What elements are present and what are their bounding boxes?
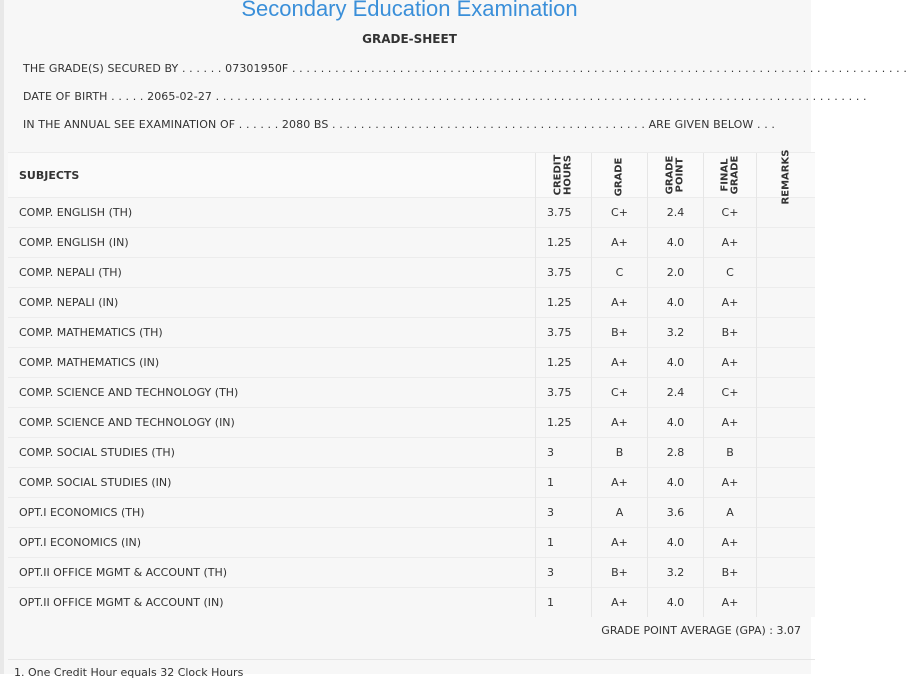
remarks-cell <box>757 288 816 318</box>
header-remarks-label: REMARKS <box>780 149 791 204</box>
grade-rows <box>8 198 815 618</box>
grade-cell: C+ <box>592 378 648 408</box>
gpa-label: GRADE POINT AVERAGE (GPA) : <box>601 624 773 637</box>
grade-cell: A+ <box>592 528 648 558</box>
footer-divider <box>8 659 815 660</box>
dot-leader: . . . . . . <box>235 118 282 131</box>
header-grade-point-label: GRADE POINT <box>664 155 686 195</box>
grade-cell: A+ <box>592 468 648 498</box>
subject-cell: OPT.II OFFICE MGMT & ACCOUNT (IN) <box>8 588 536 618</box>
grade-point-cell: 2.4 <box>648 198 704 228</box>
gpa-summary <box>601 624 801 637</box>
remarks-cell <box>757 438 816 468</box>
grade-point-cell: 4.0 <box>648 588 704 618</box>
dob-line <box>23 90 867 103</box>
remarks-cell <box>757 498 816 528</box>
grade-cell: A+ <box>592 288 648 318</box>
final-grade-cell: A <box>704 498 757 528</box>
dot-leader: . . . . . . <box>178 62 226 75</box>
table-row <box>8 498 815 528</box>
exam-suffix: ARE GIVEN BELOW <box>648 118 754 131</box>
remarks-cell <box>757 558 816 588</box>
subject-cell: COMP. SCIENCE AND TECHNOLOGY (TH) <box>8 378 536 408</box>
credit-hours-cell: 1.25 <box>536 348 592 378</box>
grade-point-cell: 4.0 <box>648 288 704 318</box>
grade-point-cell: 3.2 <box>648 558 704 588</box>
subject-cell: COMP. ENGLISH (IN) <box>8 228 536 258</box>
subject-cell: COMP. MATHEMATICS (IN) <box>8 348 536 378</box>
remarks-cell <box>757 408 816 438</box>
remarks-cell <box>757 588 816 618</box>
table-row <box>8 408 815 438</box>
grade-point-cell: 4.0 <box>648 408 704 438</box>
dot-leader: . . . . . . . . . . . . . . . . . . . . . . . . . . . . . . . . . . . . . . . . . . . . . . . . . . . . . . . . . . . . . . . . . . . . . . . . . . . . . . . . . . . . . . <box>288 62 907 75</box>
final-grade-cell: C+ <box>704 378 757 408</box>
subject-cell: COMP. NEPALI (IN) <box>8 288 536 318</box>
secured-by-line <box>23 62 907 75</box>
footer-note: 1. One Credit Hour equals 32 Clock Hours <box>14 666 244 679</box>
table-row <box>8 528 815 558</box>
table-row <box>8 468 815 498</box>
credit-hours-cell: 3 <box>536 498 592 528</box>
grade-cell: B <box>592 438 648 468</box>
header-grade-label: GRADE <box>613 157 625 196</box>
remarks-cell <box>757 318 816 348</box>
grade-point-cell: 2.8 <box>648 438 704 468</box>
credit-hours-cell: 1.25 <box>536 408 592 438</box>
grade-cell: A+ <box>592 228 648 258</box>
grade-point-cell: 2.4 <box>648 378 704 408</box>
credit-hours-cell: 3.75 <box>536 258 592 288</box>
table-row <box>8 588 815 618</box>
grade-cell: A+ <box>592 348 648 378</box>
subject-cell: OPT.I ECONOMICS (TH) <box>8 498 536 528</box>
final-grade-cell: B+ <box>704 558 757 588</box>
grade-cell: A <box>592 498 648 528</box>
final-grade-cell: A+ <box>704 228 757 258</box>
header-credit-hours-label: CREDIT HOURS <box>552 154 574 196</box>
credit-hours-cell: 3 <box>536 438 592 468</box>
table-row <box>8 438 815 468</box>
credit-hours-cell: 3.75 <box>536 198 592 228</box>
credit-hours-cell: 3 <box>536 558 592 588</box>
header-credit-hours <box>536 153 592 198</box>
grade-cell: B+ <box>592 318 648 348</box>
remarks-cell <box>757 348 816 378</box>
final-grade-cell: A+ <box>704 468 757 498</box>
grade-cell: C <box>592 258 648 288</box>
dob-value: 2065-02-27 <box>147 90 213 103</box>
subject-cell: COMP. SOCIAL STUDIES (IN) <box>8 468 536 498</box>
final-grade-cell: A+ <box>704 408 757 438</box>
exam-title: Secondary Education Examination <box>241 0 578 21</box>
final-grade-cell: A+ <box>704 348 757 378</box>
dot-leader: . . . . . <box>107 90 148 103</box>
grade-table <box>8 149 815 617</box>
table-row <box>8 318 815 348</box>
remarks-cell <box>757 258 816 288</box>
dot-leader: . . . . . . . . . . . . . . . . . . . . . . . . . . . . . . . . . . . . . . . . . . . . . . . . . . . . . . . . . . . . . . . . . . . . . . . . . . . . . . . . . . . . . . . . . . . <box>212 90 867 103</box>
header-grade <box>592 153 648 198</box>
dot-leader: . . . <box>753 118 776 131</box>
grade-cell: B+ <box>592 558 648 588</box>
header-remarks <box>757 149 816 204</box>
table-header-row <box>8 153 815 198</box>
subject-cell: COMP. NEPALI (TH) <box>8 258 536 288</box>
grade-cell: A+ <box>592 588 648 618</box>
grade-point-cell: 2.0 <box>648 258 704 288</box>
grade-cell: A+ <box>592 408 648 438</box>
exam-line <box>23 118 775 131</box>
exam-label: IN THE ANNUAL SEE EXAMINATION OF <box>23 118 236 131</box>
final-grade-cell: B <box>704 438 757 468</box>
final-grade-cell: A+ <box>704 528 757 558</box>
remarks-cell <box>757 228 816 258</box>
header-final-grade-label: FINAL GRADE <box>719 155 740 195</box>
grade-point-cell: 3.2 <box>648 318 704 348</box>
final-grade-cell: A+ <box>704 588 757 618</box>
credit-hours-cell: 1.25 <box>536 288 592 318</box>
subject-cell: OPT.I ECONOMICS (IN) <box>8 528 536 558</box>
gpa-value: 3.07 <box>776 624 801 637</box>
credit-hours-cell: 3.75 <box>536 318 592 348</box>
remarks-cell <box>757 468 816 498</box>
dob-label: DATE OF BIRTH <box>23 90 108 103</box>
remarks-cell <box>757 378 816 408</box>
final-grade-cell: A+ <box>704 288 757 318</box>
table-row <box>8 348 815 378</box>
grade-point-cell: 4.0 <box>648 228 704 258</box>
dot-leader: . . . . . . . . . . . . . . . . . . . . . . . . . . . . . . . . . . . . . . . . . . . . <box>328 118 649 131</box>
header-grade-point <box>648 153 704 198</box>
sheet-title: GRADE-SHEET <box>362 32 457 46</box>
header-subjects: SUBJECTS <box>8 153 536 198</box>
remarks-cell <box>757 528 816 558</box>
secured-by-label: THE GRADE(S) SECURED BY <box>23 62 179 75</box>
grade-point-cell: 4.0 <box>648 528 704 558</box>
table-row <box>8 258 815 288</box>
grade-point-cell: 3.6 <box>648 498 704 528</box>
credit-hours-cell: 1.25 <box>536 228 592 258</box>
grade-point-cell: 4.0 <box>648 348 704 378</box>
credit-hours-cell: 1 <box>536 528 592 558</box>
subject-cell: COMP. SOCIAL STUDIES (TH) <box>8 438 536 468</box>
secured-by-value: 07301950F <box>225 62 289 75</box>
credit-hours-cell: 3.75 <box>536 378 592 408</box>
table-row <box>8 198 815 228</box>
subject-cell: COMP. SCIENCE AND TECHNOLOGY (IN) <box>8 408 536 438</box>
credit-hours-cell: 1 <box>536 468 592 498</box>
subject-cell: COMP. ENGLISH (TH) <box>8 198 536 228</box>
grade-cell: C+ <box>592 198 648 228</box>
header-final-grade <box>704 153 757 198</box>
subject-cell: OPT.II OFFICE MGMT & ACCOUNT (TH) <box>8 558 536 588</box>
credit-hours-cell: 1 <box>536 588 592 618</box>
final-grade-cell: C+ <box>704 198 757 228</box>
table-row <box>8 378 815 408</box>
table-row <box>8 558 815 588</box>
table-row <box>8 228 815 258</box>
subject-cell: COMP. MATHEMATICS (TH) <box>8 318 536 348</box>
table-row <box>8 288 815 318</box>
grade-point-cell: 4.0 <box>648 468 704 498</box>
exam-value: 2080 BS <box>281 118 329 131</box>
final-grade-cell: C <box>704 258 757 288</box>
final-grade-cell: B+ <box>704 318 757 348</box>
